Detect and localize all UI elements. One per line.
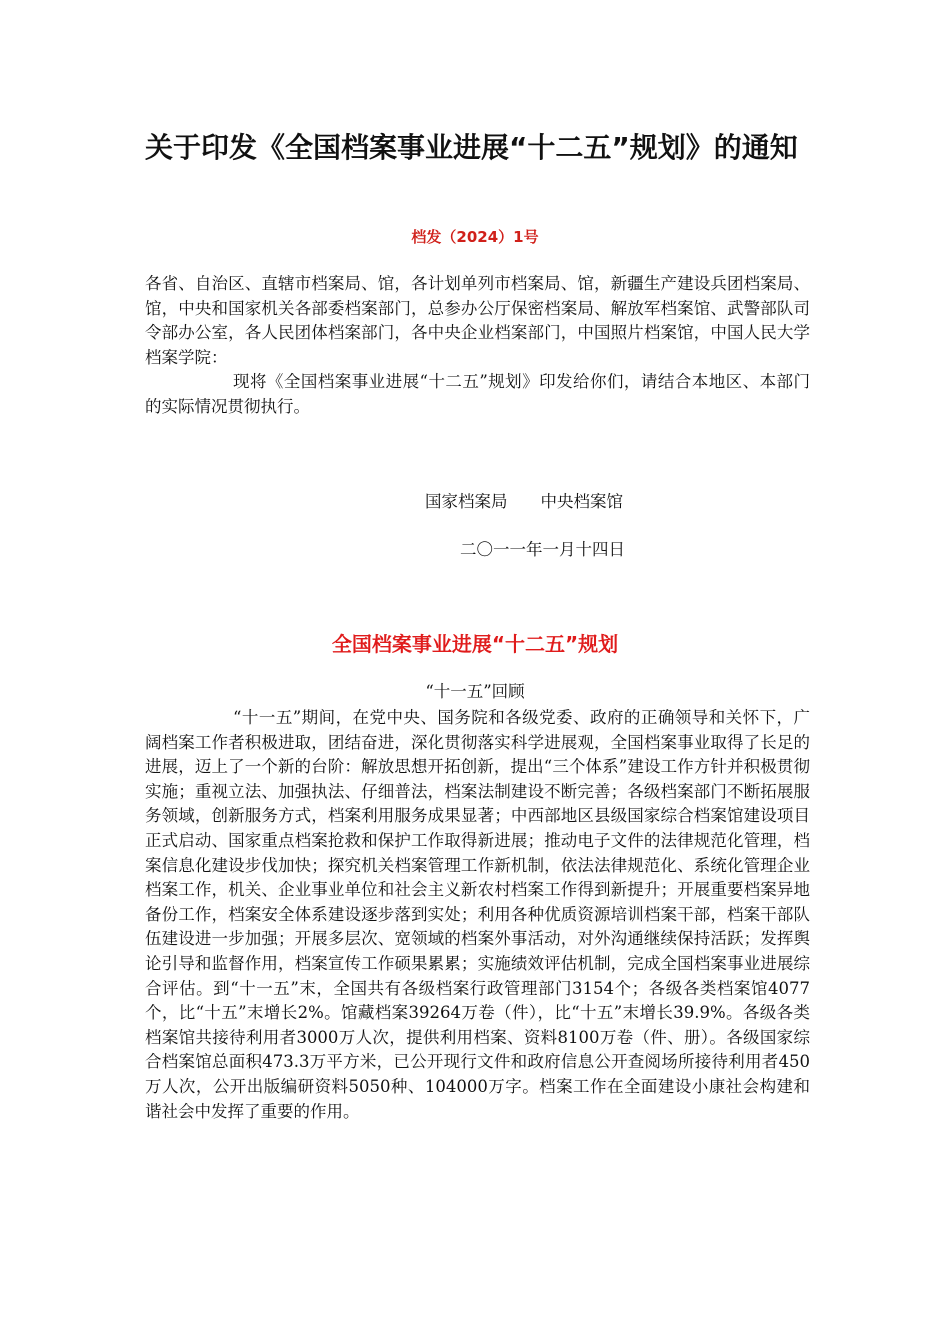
review-paragraph: “十一五”期间，在党中央、国务院和各级党委、政府的正确领导和关怀下，广阔档案工作者积极进取，团结奋进，深化贯彻落实科学进展观，全国档案事业取得了长足的进展，迈上了一个新的台阶：解放思想开拓创新，提出“三个体系”建设工作方针并积极贯彻实施；重视立法、加强执法、仔细普法，档案法制建设不断完善；各级档案部门不断拓展服务领域，创新服务方式，档案利用服务成果显著；中西部地区县级国家综合档案馆建设项目正式启动、国家重点档案抢救和保护工作取得新进展；推动电子文件的法律规范化管理，档案信息化建设步伐加快；探究机关档案管理工作新机制，依法法律规范化、系统化管理企业档案工作，机关、企业事业单位和社会主义新农村档案工作得到新提升；开展重要档案异地备份工作，档案安全体系建设逐步落到实处；利用各种优质资源培训档案干部，档案干部队伍建设进一步加强；开展多层次、宽领域的档案外事活动，对外沟通继续保持活跃；发挥舆论引导和监督作用，档案宣传工作硕果累累；实施绩效评估机制，完成全国档案事业进展综合评估。到“十一五”末，全国共有各级档案行政管理部门3154个；各级各类档案馆4077个，比“十五”末增长2%。馆藏档案39264万卷（件），比“十五”末增长39.9%。各级各类档案馆共接待利用者3000万人次，提供利用档案、资料8100万卷（件、册）。各级国家综合档案馆总面积473.3万平方米，已公开现行文件和政府信息公开查阅场所接待利用者450万人次，公开出版编研资料5050种、104000万字。档案工作在全面建设小康社会构建和谐社会中发挥了重要的作用。 (145, 708, 810, 1121)
addressee-paragraph: 各省、自治区、直辖市档案局、馆，各计划单列市档案局、馆，新疆生产建设兵团档案局、馆，中央和国家机关各部委档案部门，总参办公厅保密档案局、解放军档案馆、武警部队司令部办公室，各人民团体档案部门，各中央企业档案部门，中国照片档案馆，中国人民大学档案学院： (145, 274, 810, 367)
notice-title: 关于印发《全国档案事业进展“十二五”规划》的通知 (145, 131, 798, 164)
issue-date: 二〇一一年一月十四日 (460, 540, 625, 559)
section-heading: “十一五”回顾 (425, 682, 525, 701)
notice-body-paragraph: 现将《全国档案事业进展“十二五”规划》印发给你们，请结合本地区、本部门的实际情况贯彻执行。 (145, 372, 810, 416)
signer-line: 国家档案局 中央档案馆 (425, 492, 623, 511)
plan-title: 全国档案事业进展“十二五”规划 (331, 632, 619, 656)
document-number: 档发（2024）1号 (411, 228, 539, 246)
